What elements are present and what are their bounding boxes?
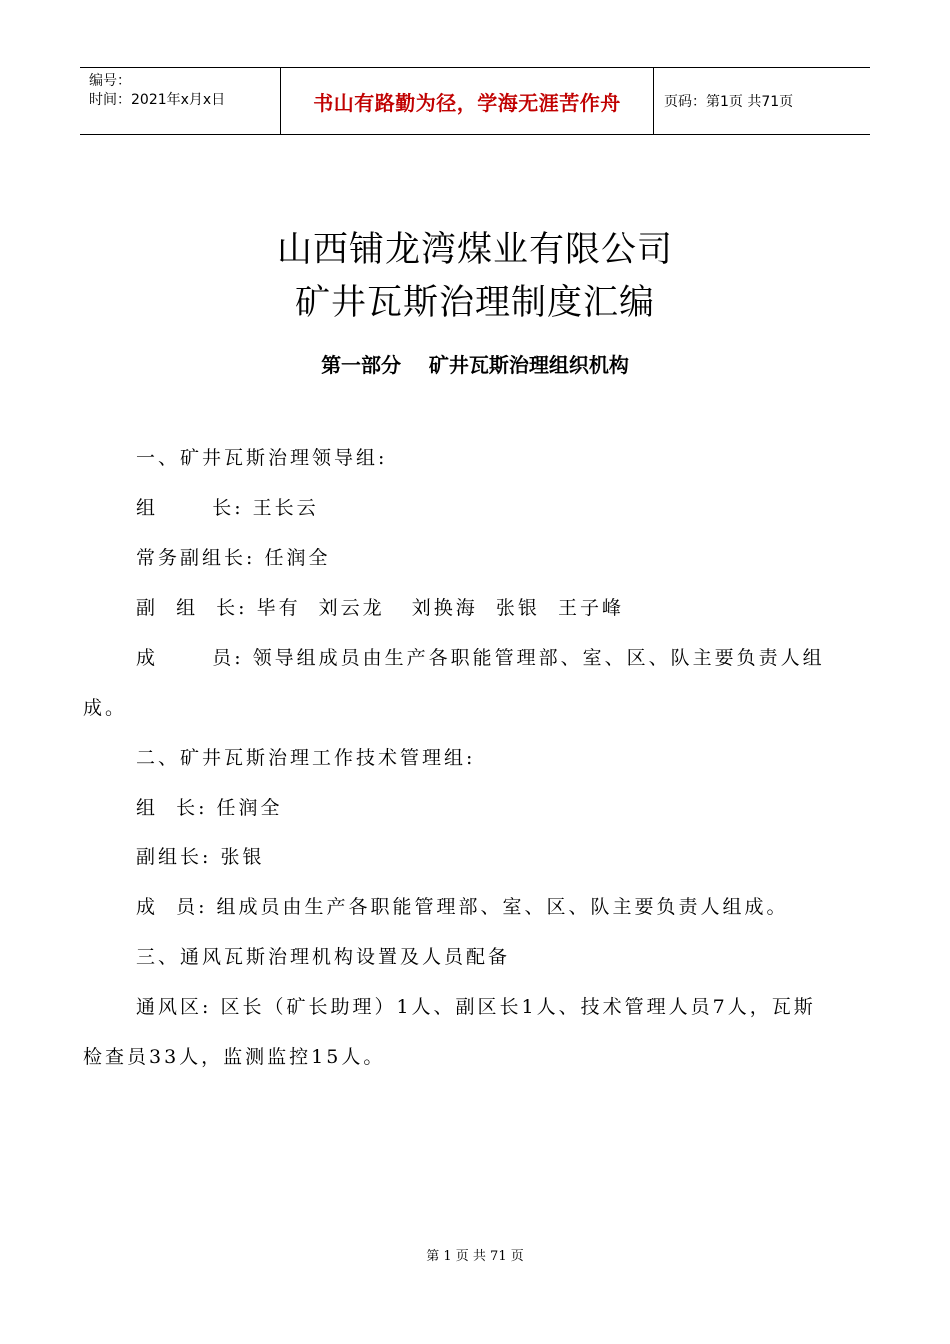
page-footer: 第 1 页 共 71 页 (426, 1249, 524, 1264)
paragraph-line: 成。 (83, 697, 128, 719)
document-title-line1: 山西铺龙湾煤业有限公司 (276, 230, 673, 270)
paragraph-line: 通风区: 区长（矿长助理）1人、副区长1人、技术管理人员7人，瓦斯 (136, 996, 816, 1018)
header-meta (80, 68, 281, 134)
paragraph-line: 副组长: 张银 (136, 846, 265, 868)
paragraph-line: 成 员: 领导组成员由生产各职能管理部、室、区、队主要负责人组 (136, 647, 825, 669)
page-header (80, 67, 870, 135)
paragraph-line: 组 长: 任润全 (136, 797, 283, 819)
paragraph-line: 组 长: 王长云 (136, 497, 319, 519)
header-motto: 书山有路勤为径，学海无涯苦作舟 (281, 68, 654, 134)
section-heading-1: 一、矿井瓦斯治理领导组: (136, 447, 388, 469)
header-page-info: 页码：第1页 共71页 (664, 94, 794, 110)
paragraph-line: 成 员: 组成员由生产各职能管理部、室、区、队主要负责人组成。 (136, 896, 789, 918)
section-heading-2: 二、矿井瓦斯治理工作技术管理组: (136, 747, 476, 769)
paragraph-line: 常务副组长: 任润全 (136, 547, 331, 569)
date-label: 时间：2021年x月x日 (89, 92, 226, 108)
section-subtitle: 第一部分 矿井瓦斯治理组织机构 (321, 353, 629, 377)
paragraph-line: 副 组 长: 毕有 刘云龙 刘换海 张银 王子峰 (136, 597, 624, 619)
document-title-line2: 矿井瓦斯治理制度汇编 (294, 283, 655, 323)
paragraph-line: 检查员33人，监测监控15人。 (83, 1046, 386, 1068)
number-label: 编号： (89, 73, 131, 89)
section-heading-3: 三、通风瓦斯治理机构设置及人员配备 (136, 946, 511, 968)
